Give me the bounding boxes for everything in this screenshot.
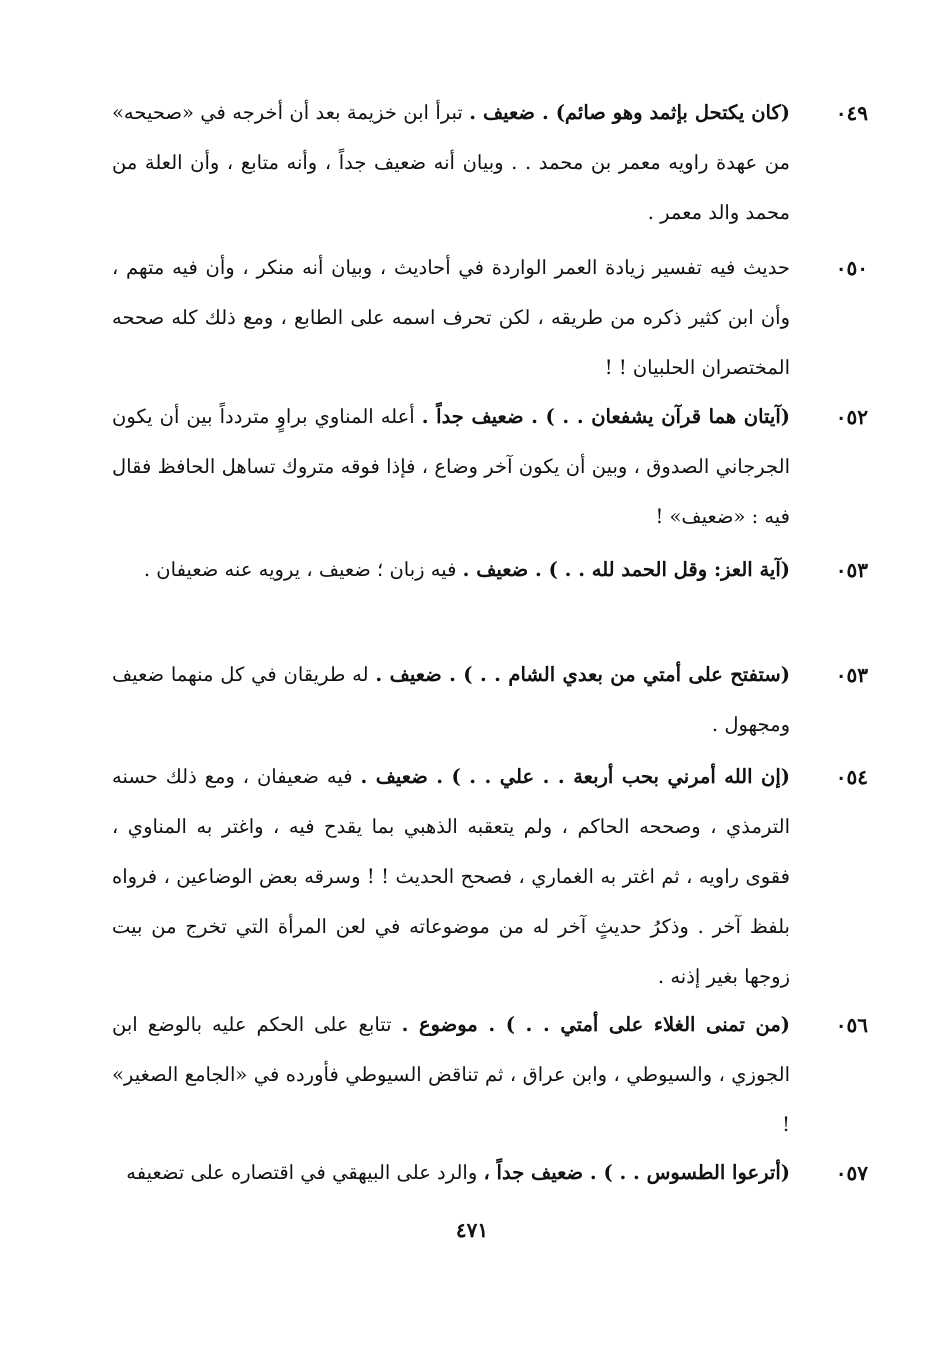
entry-heading: (كان يكتحل بإثمد وهو صائم) . ضعيف . xyxy=(469,101,790,124)
entry-number: ٠٥٧ xyxy=(835,1161,868,1185)
page-number: ٤٧١ xyxy=(455,1218,489,1242)
entry-commentary: فيه ضعيفان ، ومع ذلك حسنه الترمذي ، وصححه الحاكم ، ولم يتعقبه الذهبي بما يقدح فيه ، واغتر به المناوي ، فقوى راويه ، ثم اغتر به الغماري ، فصحح الحديث ! ! وسرقه بعض الوضاعين ، فرواه بلفظ آخر . وذكرُ حديثٍ آخر له من موضوعاته في لعن المرأة التي تخرج من بيت زوجها بغير إذنه . xyxy=(112,765,790,988)
entry-text xyxy=(112,1148,790,1198)
entry-text xyxy=(112,545,790,595)
entry-commentary: أعله المناوي براوٍ متردداً بين أن يكون الجرجاني الصدوق ، وبين أن يكون آخر وضاع ، فإذا فوقه متروك تساهل الحافظ فقال فيه : «ضعيف» ! xyxy=(112,405,790,528)
entry-heading: (إن الله أمرني بحب أربعة . . علي . . ) . ضعيف . xyxy=(360,765,790,788)
entry-text xyxy=(112,752,790,1002)
entry-heading: (آيتان هما قرآن يشفعان . . ) . ضعيف جداً . xyxy=(421,405,791,428)
entry-049 xyxy=(112,88,868,238)
entry-number: ٠٥٣ xyxy=(835,558,868,582)
entry-text xyxy=(112,88,790,238)
entry-number: ٠٥٣ xyxy=(835,663,868,687)
entry-commentary: فيه زبان ؛ ضعيف ، يرويه عنه ضعيفان . xyxy=(143,558,463,581)
entry-text xyxy=(112,1000,790,1150)
entry-number: ٠٥٦ xyxy=(835,1013,868,1037)
entry-heading: (أترعوا الطسوس . . ) . ضعيف جداً ، xyxy=(483,1161,790,1184)
entry-heading: (آية العز: وقل الحمد لله . . ) . ضعيف . xyxy=(462,558,790,581)
entry-commentary: والرد على البيهقي في اقتصاره على تضعيفه xyxy=(126,1161,484,1184)
entry-commentary: تتابع على الحكم عليه بالوضع ابن الجوزي ، والسيوطي ، وابن عراق ، ثم تناقض السيوطي فأورده في «الجامع الصغير» ! xyxy=(112,1013,790,1136)
entry-056 xyxy=(112,1000,868,1150)
entry-057 xyxy=(112,1148,868,1198)
entry-052 xyxy=(112,392,868,542)
entry-commentary: له طريقان في كل منهما ضعيف ومجهول . xyxy=(112,663,790,736)
entry-heading: (ستفتح على أمتي من بعدي الشام . . ) . ضعيف . xyxy=(375,663,790,686)
entry-number: ٠٥٠ xyxy=(835,256,868,280)
entry-054 xyxy=(112,752,868,1002)
entry-text xyxy=(112,650,790,750)
entry-053a xyxy=(112,545,868,595)
entry-050 xyxy=(112,243,868,393)
entry-number: ٠٤٩ xyxy=(835,101,868,125)
entry-number: ٠٥٤ xyxy=(835,765,868,789)
entry-number: ٠٥٢ xyxy=(835,405,868,429)
entry-text xyxy=(112,392,790,542)
entry-commentary: حديث فيه تفسير زيادة العمر الواردة في أحاديث ، وبيان أنه منكر ، وأن فيه متهم ، وأن ابن كثير ذكره من طريقه ، لكن تحرف اسمه على الطابع ، ومع ذلك كله صححه المختصران الحلبيان ! ! xyxy=(112,256,790,379)
entry-text xyxy=(112,243,790,393)
entry-heading: (من تمنى الغلاء على أمتي . . ) . موضوع . xyxy=(401,1013,790,1036)
entry-commentary: تبرأ ابن خزيمة بعد أن أخرجه في «صحيحه» من عهدة راويه معمر بن محمد . . وبيان أنه ضعيف جداً ، وأنه متابع ، وأن العلة من محمد والد معمر . xyxy=(112,101,790,224)
entry-053b xyxy=(112,650,868,750)
